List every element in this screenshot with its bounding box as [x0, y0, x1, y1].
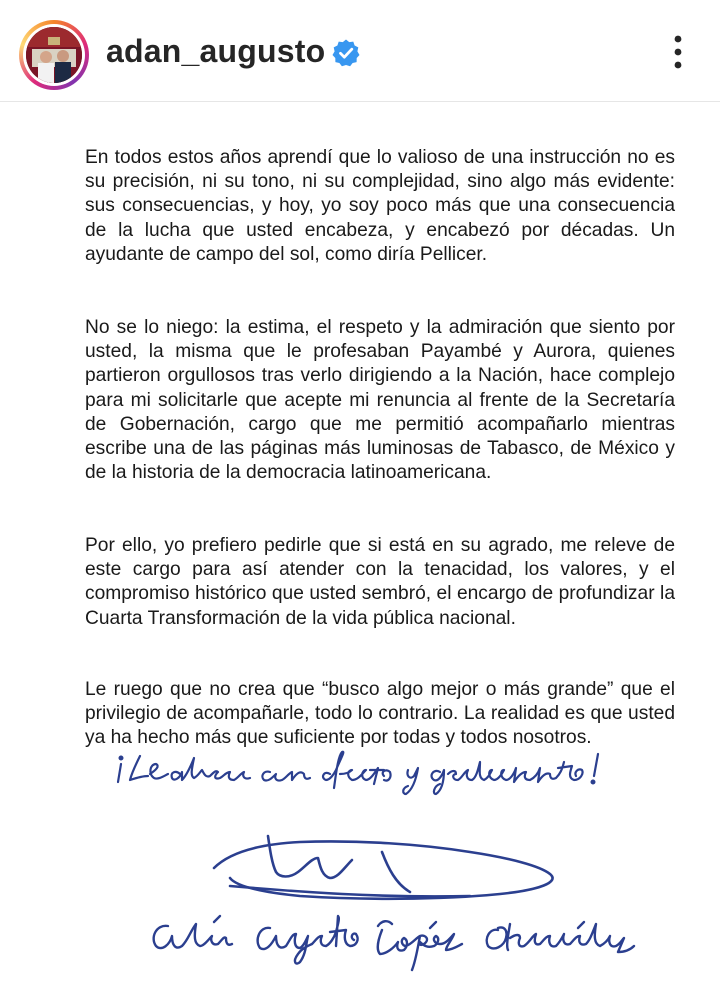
verified-badge-icon — [331, 38, 361, 68]
more-options-icon[interactable] — [660, 30, 696, 74]
post-header — [0, 0, 720, 102]
signature-name — [154, 916, 634, 970]
letter-paragraph: Por ello, yo prefiero pedirle que si está en su agrado, me releve de este cargo para así atender con la tenacidad, los valores, y el compromiso histórico que usted sembró, el encargo de profundizar la Cuarta Transformación de la vida pública nacional. — [85, 535, 675, 629]
letter-paragraph: En todos estos años aprendí que lo valioso de una instrucción no es su precisión, ni su tono, ni su complejidad, sino algo más evidente: sus consecuencias, y hoy, yo soy poco más que una consecuencia de la lucha que usted encabeza, y encabezó por décadas. Un ayudante de campo del sol, como diría Pellicer. — [85, 147, 675, 265]
username[interactable]: adan_augusto — [106, 33, 326, 69]
avatar-image — [26, 27, 82, 83]
handwritten-closing — [118, 752, 598, 794]
story-ring[interactable] — [19, 20, 89, 90]
handwritten-closing-and-signature — [0, 740, 720, 1004]
letter-paragraph: Le ruego que no crea que “busco algo mejor o más grande” que el privilegio de acompañarle, todo lo contrario. La realidad es que usted ya ha hecho más que suficiente por todas y todos nosotros. — [85, 679, 675, 749]
signature-flourish — [214, 836, 553, 899]
header-divider — [0, 101, 720, 102]
letter-paragraph: No se lo niego: la estima, el respeto y la admiración que siento por usted, la misma que le profesaban Payambé y Aurora, quienes partieron orgullosos tras verlo dirigiendo a la Nación, hace complejo para mi solicitarle que acepte mi renuncia al frente de la Secretaría de Gobernación, cargo que me permitió acompañarlo mientras escribe una de las páginas más luminosas de Tabasco, de México y de la historia de la democracia latinoamericana. — [85, 317, 675, 484]
avatar[interactable] — [26, 27, 82, 83]
